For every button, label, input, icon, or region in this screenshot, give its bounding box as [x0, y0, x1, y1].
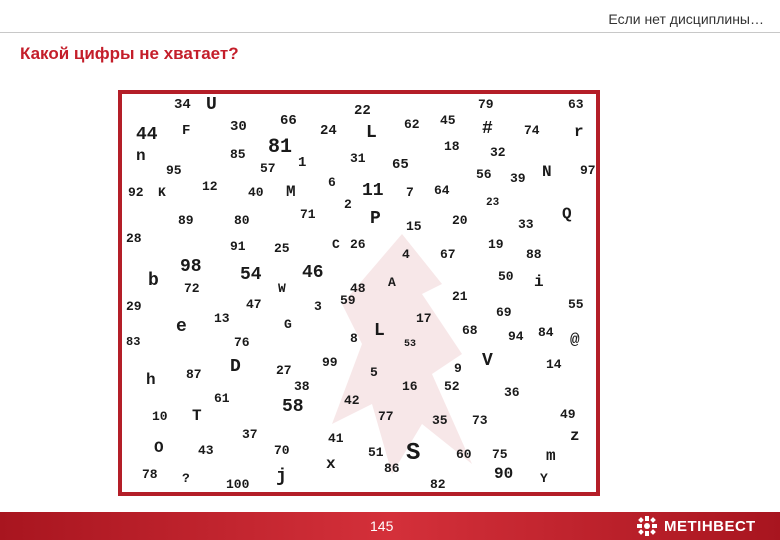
puzzle-token: 76 — [234, 335, 250, 350]
puzzle-token: 55 — [568, 297, 584, 312]
puzzle-token: 82 — [430, 477, 446, 492]
puzzle-token: 25 — [274, 241, 290, 256]
header-divider — [0, 32, 780, 33]
puzzle-token: j — [276, 467, 287, 487]
company-logo — [636, 515, 756, 537]
puzzle-token: 34 — [174, 97, 191, 113]
puzzle-token: 51 — [368, 445, 384, 460]
puzzle-token: 18 — [444, 139, 460, 154]
puzzle-token: 50 — [498, 269, 514, 284]
puzzle-token: h — [146, 371, 156, 389]
puzzle-token: 19 — [488, 237, 504, 252]
puzzle-token: x — [326, 455, 336, 473]
puzzle-token: 14 — [546, 357, 562, 372]
puzzle-token: 10 — [152, 409, 168, 424]
puzzle-token: ? — [182, 471, 190, 486]
puzzle-token: 53 — [404, 339, 417, 350]
puzzle-token: 78 — [142, 467, 158, 482]
puzzle-token: 70 — [274, 443, 290, 458]
puzzle-token: 17 — [416, 311, 432, 326]
puzzle-token: M — [286, 183, 296, 201]
puzzle-token: 35 — [432, 413, 448, 428]
puzzle-token: 28 — [126, 231, 142, 246]
puzzle-token: 26 — [350, 237, 366, 252]
puzzle-token: 9 — [454, 361, 462, 376]
puzzle-token: 13 — [214, 311, 230, 326]
puzzle-token: e — [176, 317, 187, 337]
page-header: Если нет дисциплины… — [608, 11, 764, 27]
puzzle-token: 11 — [362, 181, 384, 201]
puzzle-token: A — [388, 275, 396, 290]
puzzle-token: 39 — [510, 171, 526, 186]
puzzle-token: 74 — [524, 123, 540, 138]
puzzle-token: 65 — [392, 157, 409, 173]
puzzle-token: G — [284, 317, 292, 332]
puzzle-token: O — [154, 439, 164, 457]
puzzle-token: 57 — [260, 161, 276, 176]
puzzle-token: z — [570, 427, 580, 445]
puzzle-token: 4 — [402, 247, 410, 262]
puzzle-token: 84 — [538, 325, 554, 340]
puzzle-token: 27 — [276, 363, 292, 378]
puzzle-token: 6 — [328, 175, 336, 190]
puzzle-token: 38 — [294, 379, 310, 394]
puzzle-token: 72 — [184, 281, 200, 296]
puzzle-token: N — [542, 163, 552, 181]
puzzle-token: 60 — [456, 447, 472, 462]
puzzle-token: 80 — [234, 213, 250, 228]
puzzle-token: 15 — [406, 219, 422, 234]
puzzle-token: 98 — [180, 257, 202, 277]
puzzle-token: 49 — [560, 407, 576, 422]
puzzle-token: 64 — [434, 183, 450, 198]
puzzle-token: 99 — [322, 355, 338, 370]
puzzle-token: W — [278, 281, 286, 296]
puzzle-token: 36 — [504, 385, 520, 400]
puzzle-token: 79 — [478, 97, 494, 112]
puzzle-token: 47 — [246, 297, 262, 312]
puzzle-token: P — [370, 209, 381, 229]
puzzle-token: 41 — [328, 431, 344, 446]
puzzle-token: 20 — [452, 213, 468, 228]
puzzle-token: L — [366, 123, 377, 143]
puzzle-token: F — [182, 123, 191, 139]
puzzle-token: @ — [570, 331, 580, 349]
puzzle-token: 42 — [344, 393, 360, 408]
puzzle-token: S — [406, 440, 421, 467]
puzzle-token: 71 — [300, 207, 316, 222]
page-number: 145 — [370, 518, 394, 534]
puzzle-token: 90 — [494, 465, 514, 483]
puzzle-token: 29 — [126, 299, 142, 314]
puzzle-token: 31 — [350, 151, 366, 166]
puzzle-token: 30 — [230, 119, 247, 135]
puzzle-token: 95 — [166, 163, 182, 178]
puzzle-token: 56 — [476, 167, 492, 182]
puzzle-token: T — [192, 407, 202, 425]
puzzle-token: L — [374, 321, 385, 341]
puzzle-token: 54 — [240, 265, 262, 285]
puzzle-token: r — [574, 123, 584, 141]
puzzle-token: 32 — [490, 145, 506, 160]
puzzle-token: U — [206, 95, 217, 115]
puzzle-token: 44 — [136, 125, 158, 145]
puzzle-token: 61 — [214, 391, 230, 406]
puzzle-token: 1 — [298, 155, 307, 171]
puzzle-token: 3 — [314, 299, 322, 314]
puzzle-token: 88 — [526, 247, 542, 262]
puzzle-token: 66 — [280, 113, 297, 129]
puzzle-token: 97 — [580, 163, 596, 178]
puzzle-token: 69 — [496, 305, 512, 320]
puzzle-token: 89 — [178, 213, 194, 228]
puzzle-token: 62 — [404, 117, 420, 132]
puzzle-token: 68 — [462, 323, 478, 338]
puzzle-token: 45 — [440, 113, 456, 128]
puzzle-token: 73 — [472, 413, 488, 428]
puzzle-token: 58 — [282, 397, 304, 417]
logo-text: МЕТІНВЕСТ — [664, 517, 756, 535]
puzzle-token: 43 — [198, 443, 214, 458]
puzzle-token: 75 — [492, 447, 508, 462]
puzzle-frame — [118, 90, 600, 496]
puzzle-token: 23 — [486, 197, 500, 209]
puzzle-token: Q — [562, 205, 572, 223]
puzzle-token: 81 — [268, 136, 293, 159]
puzzle-token: # — [482, 119, 493, 139]
puzzle-token: C — [332, 237, 340, 252]
puzzle-token: 37 — [242, 427, 258, 442]
logo-icon — [636, 515, 658, 537]
puzzle-token: 67 — [440, 247, 456, 262]
puzzle-token: 33 — [518, 217, 534, 232]
puzzle-token: 21 — [452, 289, 468, 304]
puzzle-token: i — [534, 273, 544, 291]
puzzle-token: 52 — [444, 379, 460, 394]
puzzle-token: 22 — [354, 103, 371, 119]
puzzle-token: 86 — [384, 461, 400, 476]
puzzle-token: 100 — [226, 477, 250, 492]
puzzle-token: 40 — [248, 185, 264, 200]
puzzle-token: n — [136, 147, 146, 165]
puzzle-token: Y — [540, 471, 548, 486]
puzzle-token: 46 — [302, 263, 324, 283]
puzzle-token: 5 — [370, 365, 378, 380]
puzzle-token: 7 — [406, 185, 414, 200]
puzzle-token: 87 — [186, 367, 202, 382]
puzzle-token: V — [482, 351, 493, 371]
puzzle-token: 83 — [126, 335, 141, 349]
puzzle-token: 92 — [128, 185, 144, 200]
page-title: Какой цифры не хватает? — [20, 44, 239, 63]
puzzle-token: 85 — [230, 147, 246, 162]
puzzle-token: 24 — [320, 123, 337, 139]
puzzle-token: b — [148, 271, 159, 291]
puzzle-token: 8 — [350, 331, 358, 346]
puzzle-token: 48 — [350, 281, 366, 296]
puzzle-token: 2 — [344, 197, 352, 212]
puzzle-token: 77 — [378, 409, 394, 424]
puzzle-token: m — [546, 447, 556, 465]
puzzle-token: 91 — [230, 239, 246, 254]
puzzle-token: 94 — [508, 329, 524, 344]
puzzle-token: 12 — [202, 179, 218, 194]
puzzle-token: 59 — [340, 293, 356, 308]
puzzle-token: K — [158, 185, 166, 200]
puzzle-token: D — [230, 357, 241, 377]
puzzle-token: 16 — [402, 379, 418, 394]
puzzle-token: 63 — [568, 97, 584, 112]
